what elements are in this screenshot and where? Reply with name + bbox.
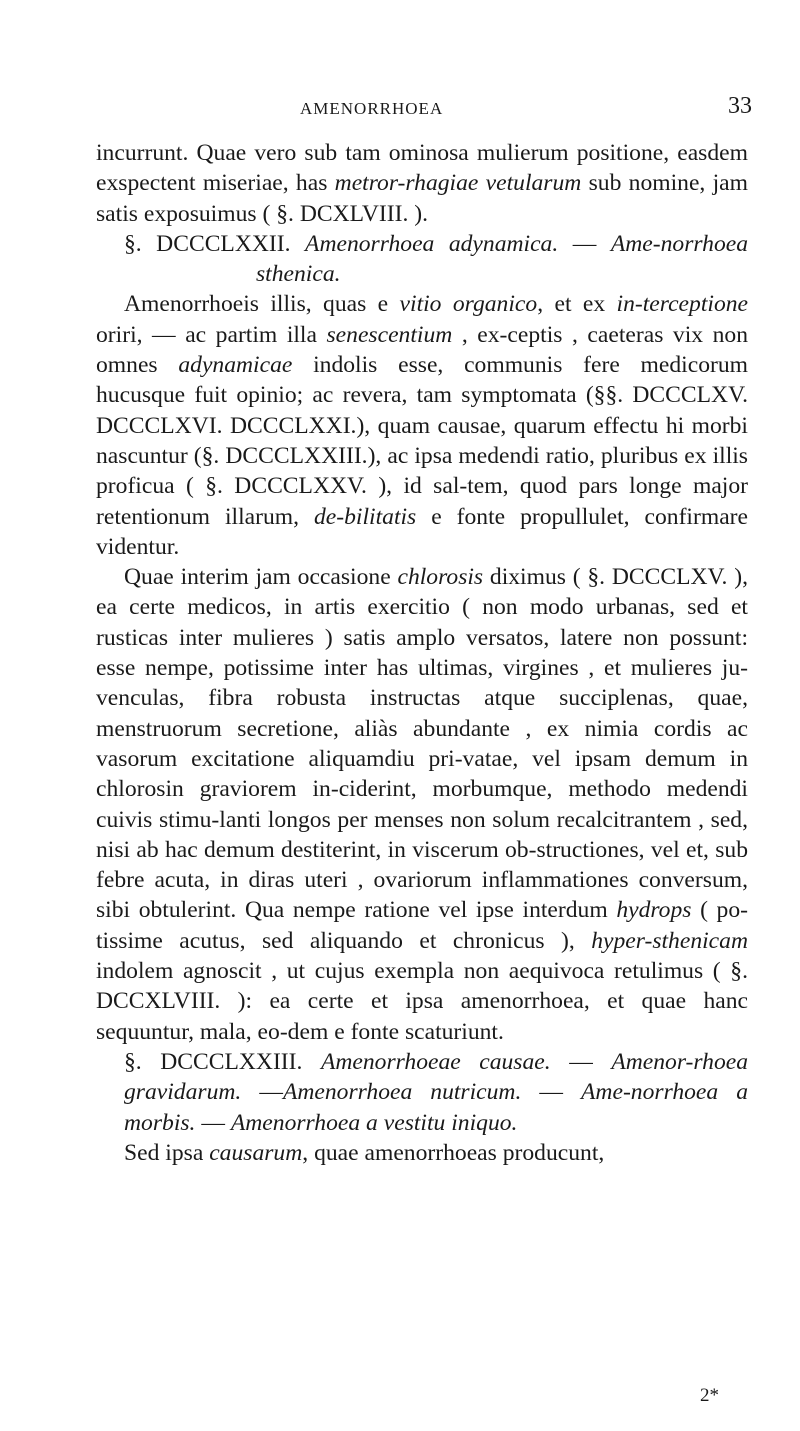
text-span: Quae interim jam occasione [124,564,398,591]
heading-title: Ame-norrhoea sthenica. [256,230,749,288]
heading-title: Amenorrhoea adynamica. [305,230,559,257]
paragraph-2 [96,289,748,562]
italic-term: chlorosis [397,564,484,591]
body-text [96,138,748,1168]
text-span: Amenorrhoeis illis, quas e [124,291,400,318]
text-span: , quae amenorrhoeas producunt, [302,1139,605,1166]
text-span: ( po-tissime acutus, sed aliquando et chronicus ), [96,897,748,954]
heading-title: Amenorrhoea nutricum. [282,1079,522,1106]
section-number: §. DCCCLXXII. [124,230,306,257]
text-span: — [521,1079,582,1106]
text-span: — [558,230,611,257]
italic-term: adynamicae [178,352,293,379]
page-number: 33 [728,93,752,119]
paragraph-1 [96,138,748,229]
text-span: incurrunt. Quae vero sub tam ominosa mulierum positione, easdem exspectent miseriae, has [96,140,748,197]
section-heading-dccclxxii [96,229,748,290]
running-head [0,93,800,123]
paragraph-4 [96,1138,748,1168]
text-span: sub nomine, jam satis exposuimus ( §. DCXLVIII. ). [96,170,748,227]
text-span: — [241,1079,283,1106]
text-span: — [550,1048,612,1075]
text-span: oriri, — ac partim illa [96,321,327,348]
italic-term: metror-rhagiae vetularum [334,170,582,197]
italic-term: causarum [209,1139,303,1166]
italic-term: in-terceptione [616,291,749,318]
text-span: e fonte propullulet, confirmare videntur. [96,503,748,560]
signature-mark: 2* [700,1385,719,1406]
paragraph-3 [96,562,748,1047]
heading-title: Ame-norrhoea a morbis. [124,1079,749,1136]
italic-term: vitio organico [399,291,538,318]
text-span: indolis esse, communis fere medicorum hucusque fuit opinio; ac revera, tam symptomata (§§. DCCCLXV. DCCCLXVI. DCCCLXXI.), quam causae, quarum effectu hi morbi nascuntur (§. DCCCLXXIII.), ac ipsa medendi ratio, pluribus ex illis proficua ( §. DCCCLXXV. ), id sal-tem, quod pars longe major retentionum illarum, [96,352,748,530]
text-span: diximus ( §. DCCCLXV. ), ea certe medicos, in artis exercitio ( non modo urbanas, sed et rusticas inter mulieres ) satis amplo versatos, latere non possunt: esse nempe, potissime inter has ultimas, virgines , et mulieres ju-venculas, fibra robusta instructas atque succiplenas, quae, menstruorum secretione, aliàs abundante , ex nimia cordis ac vasorum excitatione aliquamdiu pri-vatae, vel ipsam demum in chlorosin graviorem in-ciderint, morbumque, methodo medendi cuivis stimu-lanti longos per menses non solum recalcitrantem , sed, nisi ab hac demum destiterint, in viscerum ob-structiones, vel et, sub febre acuta, in diras uteri , ovariorum inflammationes conversum, sibi obtulerint. Qua nempe ratione vel ipse interdum [96,564,748,924]
text-span: , ex-ceptis , caeteras vix non omnes [96,321,748,379]
heading-title: Amenor-rhoea gravidarum. [124,1048,749,1106]
heading-title: Amenorrhoeae causae. [320,1048,551,1075]
section-heading-dccclxxiii [96,1047,748,1138]
text-span: , et ex [537,291,617,318]
italic-term: senescentium [326,321,453,348]
text-span: indolem agnoscit , ut cujus exempla non aequivoca retulimus ( §. DCCXLVIII. ): ea certe et ipsa amenorrhoea, et quae hanc sequuntur, mala, eo-dem e fonte scaturiunt. [96,958,748,1045]
italic-term: de-bilitatis [314,503,417,530]
section-number: §. DCCCLXXIII. [124,1048,321,1075]
running-title: AMENORRHOEA [300,99,444,118]
italic-term: hyper-sthenicam [591,927,748,954]
italic-term: hydrops [616,897,692,924]
heading-title: Amenorrhoea a vestitu iniquo. [230,1109,518,1136]
text-span: Sed ipsa [124,1139,210,1166]
text-span: — [195,1109,231,1136]
